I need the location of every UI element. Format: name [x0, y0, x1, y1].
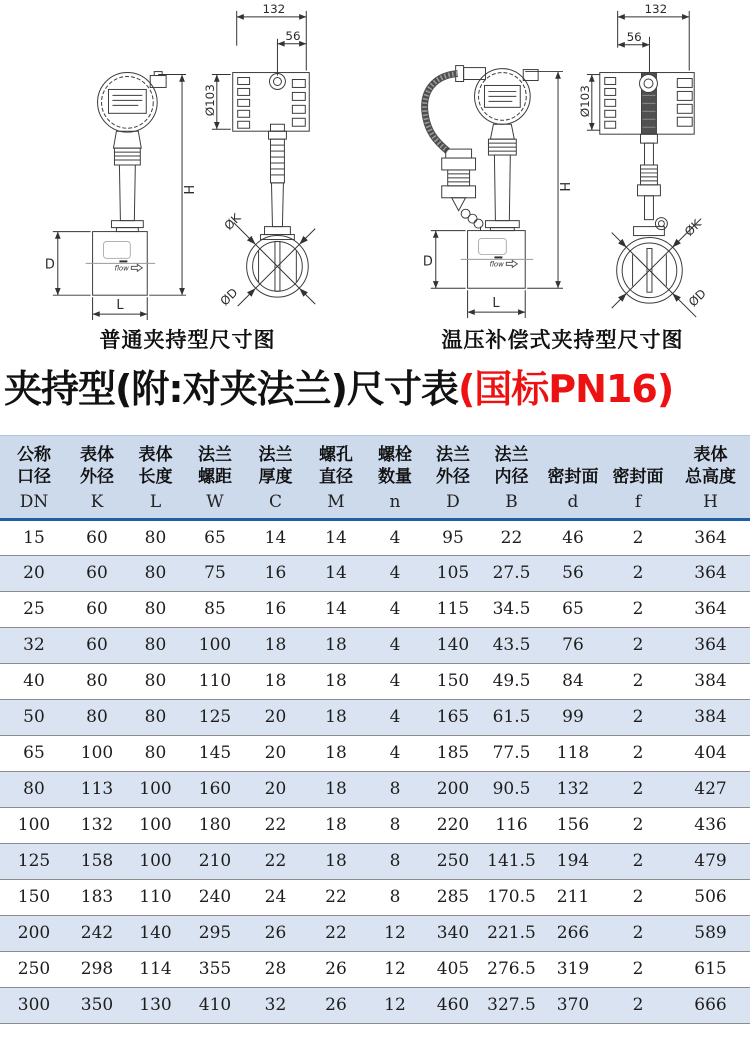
page-title	[4, 366, 750, 414]
table-row	[0, 519, 750, 555]
drawing-compensated-clamp	[375, 0, 750, 326]
table-cell: 8	[366, 771, 424, 807]
dim-label-OD: ØD	[217, 285, 241, 309]
table-cell: 364	[671, 627, 750, 663]
figure-compensated-clamp	[375, 0, 750, 358]
table-cell: 80	[68, 663, 126, 699]
table-cell: 460	[424, 987, 482, 1023]
table-cell: 185	[424, 735, 482, 771]
drawing-standard-clamp	[0, 0, 375, 326]
table-cell: 125	[0, 843, 68, 879]
table-cell: 2	[605, 915, 671, 951]
table-row	[0, 771, 750, 807]
table-cell: 26	[245, 915, 306, 951]
table-cell: 12	[366, 987, 424, 1023]
table-cell: 18	[306, 627, 366, 663]
dim-label-56: 56	[626, 29, 642, 44]
front-dimension-lines	[53, 75, 186, 320]
table-cell: 666	[671, 987, 750, 1023]
column-header: 密封面 f	[605, 435, 671, 519]
table-cell: 100	[126, 843, 185, 879]
dim-label-103: Ø103	[577, 85, 592, 118]
table-cell: 2	[605, 663, 671, 699]
table-cell: 16	[245, 591, 306, 627]
table-row	[0, 951, 750, 987]
table-cell: 158	[68, 843, 126, 879]
table-cell: 327.5	[482, 987, 541, 1023]
table-cell: 80	[126, 663, 185, 699]
table-cell: 436	[671, 807, 750, 843]
table-cell: 2	[605, 771, 671, 807]
table-cell: 2	[605, 699, 671, 735]
figures-row	[0, 0, 750, 358]
table-cell: 18	[245, 627, 306, 663]
table-cell: 20	[0, 555, 68, 591]
front-dimension-lines	[431, 72, 563, 318]
table-row	[0, 879, 750, 915]
table-cell: 364	[694, 527, 727, 548]
table-cell: 65	[204, 527, 226, 548]
table-cell: 150	[0, 879, 68, 915]
column-header: 表体 长度 L	[126, 435, 185, 519]
table-cell: 77.5	[482, 735, 541, 771]
table-header-row	[0, 435, 750, 519]
front-view	[86, 72, 167, 296]
flow-direction-label: flow	[489, 260, 504, 269]
figure-standard-clamp	[0, 0, 375, 358]
table-cell: 118	[541, 735, 605, 771]
column-header: 密封面 d	[541, 435, 605, 519]
dim-label-103: Ø103	[202, 84, 217, 117]
table-cell: 12	[366, 915, 424, 951]
table-cell: 220	[424, 807, 482, 843]
table-body	[0, 519, 750, 1023]
table-cell: 80	[126, 735, 185, 771]
table-cell: 355	[185, 951, 245, 987]
table-cell: 364	[671, 555, 750, 591]
table-cell: 4	[366, 663, 424, 699]
table-cell: 65	[541, 591, 605, 627]
table-cell: 8	[366, 879, 424, 915]
table-cell: 100	[0, 807, 68, 843]
table-cell: 18	[306, 807, 366, 843]
table-cell: 18	[306, 771, 366, 807]
table-cell: 22	[306, 915, 366, 951]
table-row	[0, 915, 750, 951]
dim-label-L: L	[492, 296, 500, 312]
table-cell: 18	[306, 735, 366, 771]
table-cell: 298	[68, 951, 126, 987]
table-cell: 2	[605, 951, 671, 987]
table-row	[0, 699, 750, 735]
table-cell: 60	[86, 527, 108, 548]
table-cell: 145	[185, 735, 245, 771]
table-cell: 2	[605, 591, 671, 627]
table-cell: 61.5	[482, 699, 541, 735]
table-cell: 80	[126, 699, 185, 735]
table-cell: 26	[306, 951, 366, 987]
table-cell: 140	[424, 627, 482, 663]
table-cell: 183	[68, 879, 126, 915]
table-cell: 141.5	[482, 843, 541, 879]
table-cell: 160	[185, 771, 245, 807]
table-cell: 113	[68, 771, 126, 807]
dim-label-OD: ØD	[685, 286, 709, 310]
table-cell: 65	[0, 735, 68, 771]
table-cell: 12	[366, 951, 424, 987]
table-cell: 4	[366, 591, 424, 627]
table-row	[0, 843, 750, 879]
table-cell: 22	[245, 843, 306, 879]
table-cell: 28	[245, 951, 306, 987]
table-cell: 370	[541, 987, 605, 1023]
table-cell: 180	[185, 807, 245, 843]
table-cell: 90.5	[482, 771, 541, 807]
table-cell: 506	[671, 879, 750, 915]
table-row	[0, 807, 750, 843]
table-cell: 32	[245, 987, 306, 1023]
table-row	[0, 987, 750, 1023]
table-cell: 60	[68, 627, 126, 663]
table-cell: 99	[541, 699, 605, 735]
table-cell: 60	[68, 591, 126, 627]
table-cell: 2	[605, 555, 671, 591]
table-cell: 221.5	[482, 915, 541, 951]
table-cell: 20	[245, 699, 306, 735]
table-cell: 76	[541, 627, 605, 663]
table-cell: 75	[185, 555, 245, 591]
table-cell: 18	[245, 663, 306, 699]
table-cell: 100	[126, 807, 185, 843]
side-dimension-lines	[212, 11, 315, 309]
table-cell: 26	[306, 987, 366, 1023]
table-cell: 200	[0, 915, 68, 951]
column-header: 法兰 外径 D	[424, 435, 482, 519]
table-cell: 8	[366, 807, 424, 843]
table-cell: 4	[366, 735, 424, 771]
table-cell: 240	[185, 879, 245, 915]
table-cell: 350	[68, 987, 126, 1023]
table-cell: 8	[366, 843, 424, 879]
table-cell: 25	[0, 591, 68, 627]
table-cell: 20	[245, 735, 306, 771]
table-cell: 194	[541, 843, 605, 879]
table-cell: 384	[671, 663, 750, 699]
column-header: 法兰 内径 B	[482, 435, 541, 519]
table-cell: 18	[306, 843, 366, 879]
dim-label-L: L	[116, 298, 124, 314]
dim-label-D: D	[44, 257, 55, 273]
table-cell: 589	[671, 915, 750, 951]
table-cell: 80	[126, 591, 185, 627]
column-header: 表体 总高度 H	[671, 435, 750, 519]
table-cell: 200	[424, 771, 482, 807]
table-cell: 24	[245, 879, 306, 915]
dim-label-H: H	[180, 184, 196, 195]
table-cell: 156	[541, 807, 605, 843]
table-cell: 250	[0, 951, 68, 987]
table-cell: 2	[632, 527, 644, 548]
table-cell: 4	[389, 527, 401, 548]
dim-label-132: 132	[262, 1, 286, 16]
table-cell: 34.5	[482, 591, 541, 627]
table-cell: 110	[185, 663, 245, 699]
column-header: 法兰 厚度 C	[245, 435, 306, 519]
table-cell: 40	[0, 663, 68, 699]
table-cell: 2	[605, 843, 671, 879]
table-cell: 364	[671, 591, 750, 627]
table-cell: 340	[424, 915, 482, 951]
table-cell: 266	[541, 915, 605, 951]
table-row	[0, 555, 750, 591]
table-cell: 479	[671, 843, 750, 879]
table-cell: 116	[482, 807, 541, 843]
table-cell: 18	[306, 699, 366, 735]
table-cell: 2	[605, 987, 671, 1023]
table-cell: 285	[424, 879, 482, 915]
table-cell: 27.5	[482, 555, 541, 591]
table-cell: 100	[185, 627, 245, 663]
table-row	[0, 627, 750, 663]
table-cell: 20	[245, 771, 306, 807]
table-cell: 32	[0, 627, 68, 663]
table-cell: 50	[0, 699, 68, 735]
table-cell: 2	[605, 735, 671, 771]
dim-label-56: 56	[285, 28, 301, 43]
table-cell: 150	[424, 663, 482, 699]
table-cell: 132	[68, 807, 126, 843]
table-cell: 115	[424, 591, 482, 627]
table-cell: 410	[185, 987, 245, 1023]
page-title-main: 夹持型(附:对夹法兰)尺寸表	[4, 367, 458, 411]
table-cell: 22	[306, 879, 366, 915]
dim-label-H: H	[556, 181, 572, 192]
table-cell: 100	[126, 771, 185, 807]
table-cell: 404	[671, 735, 750, 771]
table-cell: 49.5	[482, 663, 541, 699]
table-cell: 4	[366, 699, 424, 735]
flow-direction-label: flow	[114, 264, 129, 273]
table-cell: 405	[424, 951, 482, 987]
table-cell: 210	[185, 843, 245, 879]
table-cell: 276.5	[482, 951, 541, 987]
table-cell: 2	[605, 627, 671, 663]
table-cell: 4	[366, 555, 424, 591]
table-cell: 125	[185, 699, 245, 735]
table-cell: 295	[185, 915, 245, 951]
table-cell: 22	[245, 807, 306, 843]
table-cell: 16	[245, 555, 306, 591]
dim-label-D: D	[422, 254, 433, 270]
caption-compensated-clamp: 温压补偿式夹持型尺寸图	[441, 328, 684, 352]
table-cell: 4	[366, 627, 424, 663]
table-header	[0, 435, 750, 519]
dim-label-OK: ØK	[221, 210, 244, 233]
table-cell: 14	[306, 555, 366, 591]
table-cell: 242	[68, 915, 126, 951]
table-cell: 384	[671, 699, 750, 735]
page-title-standard: (国标PN16)	[457, 367, 674, 411]
table-cell: 80	[126, 555, 185, 591]
table-cell: 14	[306, 591, 366, 627]
column-header: 公称 口径 DN	[0, 435, 68, 519]
table-cell: 18	[306, 663, 366, 699]
table-row	[0, 735, 750, 771]
column-header: 螺孔 直径 M	[306, 435, 366, 519]
table-cell: 319	[541, 951, 605, 987]
table-cell: 114	[126, 951, 185, 987]
column-header: 法兰 螺距 W	[185, 435, 245, 519]
table-cell: 132	[541, 771, 605, 807]
table-cell: 95	[442, 527, 464, 548]
table-cell: 300	[0, 987, 68, 1023]
table-cell: 170.5	[482, 879, 541, 915]
table-row	[0, 591, 750, 627]
table-cell: 211	[541, 879, 605, 915]
table-cell: 43.5	[482, 627, 541, 663]
table-cell: 14	[325, 527, 347, 548]
table-cell: 85	[185, 591, 245, 627]
table-cell: 110	[126, 879, 185, 915]
table-cell: 615	[671, 951, 750, 987]
table-cell: 14	[264, 527, 287, 548]
table-cell: 80	[126, 627, 185, 663]
table-cell: 84	[541, 663, 605, 699]
table-cell: 100	[68, 735, 126, 771]
table-cell: 80	[144, 527, 167, 548]
table-cell: 140	[126, 915, 185, 951]
table-cell: 2	[605, 879, 671, 915]
table-cell: 427	[671, 771, 750, 807]
side-view	[233, 73, 310, 298]
table-cell: 22	[500, 527, 523, 548]
table-row	[0, 663, 750, 699]
front-view	[422, 66, 539, 289]
table-cell: 165	[424, 699, 482, 735]
table-cell: 130	[126, 987, 185, 1023]
caption-standard-clamp: 普通夹持型尺寸图	[99, 328, 276, 352]
table-cell: 80	[68, 699, 126, 735]
table-cell: 60	[68, 555, 126, 591]
dim-label-OK: ØK	[681, 216, 704, 239]
table-cell: 80	[0, 771, 68, 807]
table-cell: 15	[23, 527, 45, 548]
table-cell: 105	[424, 555, 482, 591]
dimension-table	[0, 435, 750, 1024]
column-header: 表体 外径 K	[68, 435, 126, 519]
table-cell: 46	[562, 527, 584, 548]
table-cell: 250	[424, 843, 482, 879]
column-header: 螺栓 数量 n	[366, 435, 424, 519]
dim-label-132: 132	[644, 1, 668, 16]
table-cell: 2	[605, 807, 671, 843]
table-cell: 56	[541, 555, 605, 591]
